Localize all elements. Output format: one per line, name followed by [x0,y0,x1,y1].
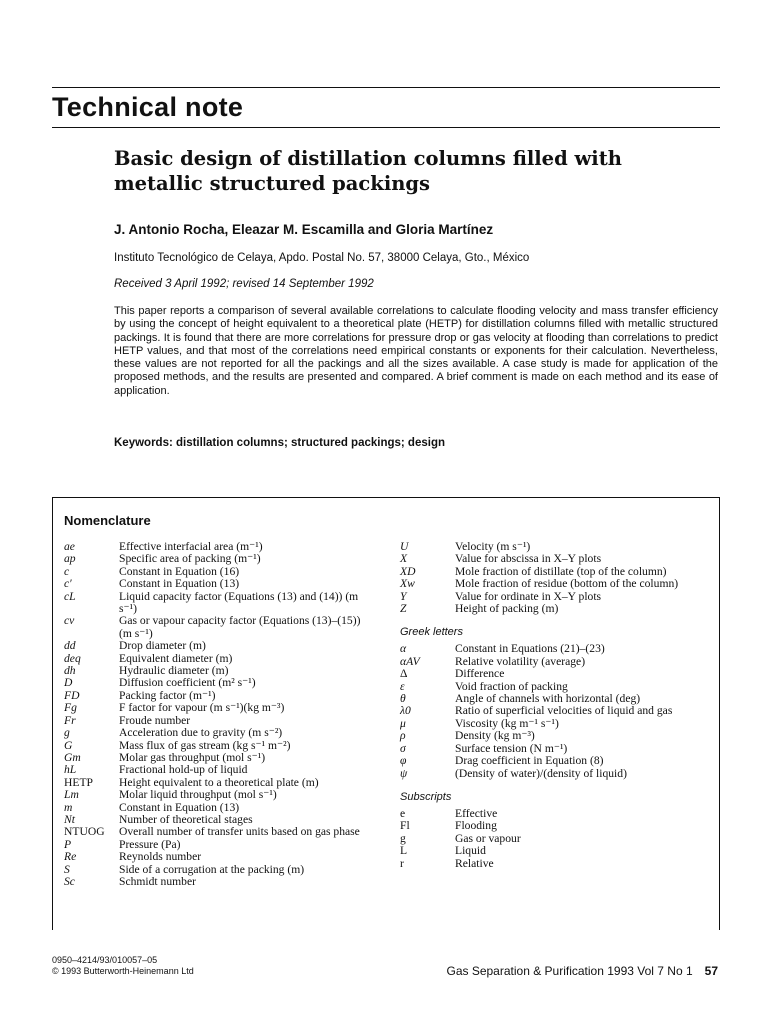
abstract: This paper reports a comparison of several available correlations to calculate flooding velocity and mass transfer efficiency by using the concept of height equivalent to a theoretical plate (HETP) for distillation columns filled with metallic structured packings. It is found that there are more correlations for pressure drop or gas velocity at flooding than correlations to predict HETP values, and that most of the correlations need empirical constants or exponents for their calculation. Nevertheless, these values are not reported for all the packings and all the sizes available. A case study is made for application of the proposed methods, and the results are presented and compared. A brief comment is made on each method and its ease of application. [114,305,718,397]
nomenclature-entry [64,789,374,801]
greek-letters-heading: Greek letters [400,626,463,639]
footer-publication-info [52,955,194,977]
nomenclature-symbol: Z [400,602,407,616]
nomenclature-definition: Hydraulic diameter (m) [119,664,229,678]
nomenclature-definition: Constant in Equation (13) [119,577,240,591]
nomenclature-symbol: G [64,738,73,752]
nomenclature-entry [64,876,374,888]
nomenclature-symbol: Fl [400,819,410,833]
nomenclature-symbol: α [400,642,407,656]
nomenclature-symbol: ap [64,552,76,566]
nomenclature-definition: Schmidt number [119,874,196,888]
nomenclature-entry [64,578,374,590]
nomenclature-symbol: dh [64,664,76,678]
nomenclature-symbol: λ0 [400,704,411,718]
subscripts-heading: Subscripts [400,790,452,803]
nomenclature-entry [64,591,374,616]
nomenclature-symbol: HETP [64,775,93,789]
nomenclature-definition: Value for ordinate in X–Y plots [455,589,602,603]
nomenclature-symbol: cv [64,614,75,628]
nomenclature-definition: Overall number of transfer units based on gas phase [119,825,360,839]
nomenclature-symbol: XD [400,564,416,578]
nomenclature-symbol: ε [400,679,405,693]
nomenclature-entry [400,718,710,730]
nomenclature-definition: Equivalent diameter (m) [119,651,233,665]
nomenclature-definition: Void fraction of packing [455,679,568,693]
nomenclature-definition: Constant in Equation (16) [119,564,240,578]
nomenclature-entry [64,839,374,851]
nomenclature-entry [400,755,710,767]
nomenclature-symbol: Xw [400,577,415,591]
nomenclature-definition: Ratio of superficial velocities of liquid and gas [455,704,673,718]
nomenclature-entry [400,668,710,680]
nomenclature-definition: Drag coefficient in Equation (8) [455,754,604,768]
nomenclature-definition: Pressure (Pa) [119,837,181,851]
nomenclature-entry [400,808,710,820]
nomenclature-definition: Packing factor (m⁻¹) [119,688,216,702]
nomenclature-definition: Value for abscissa in X–Y plots [455,552,602,566]
nomenclature-definition: Froude number [119,713,191,727]
top-rule [52,87,720,88]
nomenclature-entry [400,553,710,565]
nomenclature-entry [64,553,374,565]
section-rule [52,127,720,128]
nomenclature-definition: Flooding [455,819,497,833]
nomenclature-definition: Liquid [455,844,486,858]
nomenclature-symbol: θ [400,692,406,706]
nomenclature-definition: Relative [455,856,494,870]
nomenclature-symbol: cL [64,589,76,603]
nomenclature-symbol: c′ [64,577,72,591]
nomenclature-symbol: m [64,800,73,814]
nomenclature-definition: Molar liquid throughput (mol s⁻¹) [119,788,277,802]
nomenclature-symbol: αAV [400,654,420,668]
nomenclature-entry [64,864,374,876]
nomenclature-symbol: deq [64,651,81,665]
nomenclature-symbol: φ [400,754,407,768]
nomenclature-symbol: L [400,844,408,858]
nomenclature-entry [400,833,710,845]
nomenclature-symbol: ψ [400,766,408,780]
nomenclature-symbol: Gm [64,750,81,764]
nomenclature-right-column [400,541,710,870]
nomenclature-entry [64,851,374,863]
nomenclature-definition: Velocity (m s⁻¹) [455,540,531,553]
page-number: 57 [704,964,718,978]
nomenclature-symbol: g [400,831,406,845]
nomenclature-entry [64,640,374,652]
nomenclature-definition: Fractional hold-up of liquid [119,763,248,777]
nomenclature-symbol: P [64,837,72,851]
nomenclature-symbol: e [400,806,406,820]
nomenclature-symbol: Sc [64,874,75,888]
nomenclature-definition: Mass flux of gas stream (kg s⁻¹ m⁻²) [119,738,291,752]
nomenclature-definition: Mole fraction of distillate (top of the column) [455,564,667,578]
nomenclature-definition: F factor for vapour (m s⁻¹)(kg m⁻³) [119,701,285,715]
keywords: Keywords: distillation columns; structured packings; design [114,437,445,449]
nomenclature-definition: Liquid capacity factor (Equations (13) and (14)) (m s⁻¹) [119,589,359,616]
nomenclature-definition: Effective [455,806,498,820]
nomenclature-symbol: Fg [64,701,77,715]
nomenclature-entry [64,764,374,776]
nomenclature-entry [400,820,710,832]
nomenclature-symbol: ae [64,540,75,553]
nomenclature-entry [64,702,374,714]
nomenclature-symbol: c [64,564,70,578]
nomenclature-entry [400,656,710,668]
nomenclature-definition: Diffusion coefficient (m² s⁻¹) [119,676,256,690]
nomenclature-entry [64,826,374,838]
nomenclature-entry [64,615,374,640]
nomenclature-definition: Gas or vapour [455,831,521,845]
nomenclature-entry [400,578,710,590]
nomenclature-entry [64,727,374,739]
nomenclature-symbol: ρ [400,729,406,743]
affiliation: Instituto Tecnológico de Celaya, Apdo. Postal No. 57, 38000 Celaya, Gto., México [114,252,530,264]
issn-code: 0950–4214/93/010057–05 [52,955,158,965]
nomenclature-definition: Height of packing (m) [455,602,559,616]
nomenclature-symbol: dd [64,639,76,653]
nomenclature-entry [400,603,710,615]
nomenclature-entry [400,845,710,857]
nomenclature-symbol: Fr [64,713,76,727]
nomenclature-entry [400,730,710,742]
nomenclature-symbol: Δ [400,667,408,681]
nomenclature-left-column [64,541,374,888]
nomenclature-definition: Viscosity (kg m⁻¹ s⁻¹) [455,716,559,730]
received-dates: Received 3 April 1992; revised 14 September 1992 [114,278,374,290]
nomenclature-symbol: D [64,676,73,690]
nomenclature-definition: Difference [455,667,505,681]
nomenclature-definition: Mole fraction of residue (bottom of the column) [455,577,679,591]
nomenclature-entry [400,705,710,717]
nomenclature-entry [400,768,710,780]
nomenclature-symbol: Nt [64,812,75,826]
nomenclature-title: Nomenclature [64,513,151,528]
nomenclature-symbol: μ [400,716,406,730]
nomenclature-definition: Constant in Equation (13) [119,800,240,814]
nomenclature-definition: Side of a corrugation at the packing (m) [119,862,305,876]
article-title: Basic design of distillation columns filled with metallic structured packings [114,147,622,195]
nomenclature-definition: Specific area of packing (m⁻¹) [119,552,261,566]
footer-journal [446,964,718,978]
section-label: Technical note [52,92,244,122]
nomenclature-definition: Molar gas throughput (mol s⁻¹) [119,750,266,764]
nomenclature-definition: Drop diameter (m) [119,639,206,653]
nomenclature-definition: Surface tension (N m⁻¹) [455,741,568,755]
nomenclature-definition: Acceleration due to gravity (m s⁻²) [119,726,283,740]
journal-citation: Gas Separation & Purification 1993 Vol 7 No 1 [446,964,693,978]
nomenclature-entry [400,643,710,655]
nomenclature-entry [400,858,710,870]
nomenclature-definition: Density (kg m⁻³) [455,729,535,743]
nomenclature-definition: Reynolds number [119,850,202,864]
nomenclature-symbol: X [400,552,408,566]
nomenclature-definition: Height equivalent to a theoretical plate (m) [119,775,319,789]
nomenclature-definition: (Density of water)/(density of liquid) [455,766,627,780]
nomenclature-symbol: g [64,726,70,740]
nomenclature-symbol: FD [64,688,80,702]
nomenclature-symbol: r [400,856,404,870]
nomenclature-entry [64,677,374,689]
nomenclature-definition: Effective interfacial area (m⁻¹) [119,540,263,553]
nomenclature-symbol: NTUOG [64,825,105,839]
nomenclature-symbol: hL [64,763,77,777]
nomenclature-symbol: Re [64,850,77,864]
nomenclature-definition: Relative volatility (average) [455,654,586,668]
authors: J. Antonio Rocha, Eleazar M. Escamilla and Gloria Martínez [114,222,494,237]
nomenclature-symbol: Y [400,589,407,603]
nomenclature-symbol: Lm [64,788,79,802]
nomenclature-definition: Constant in Equations (21)–(23) [455,642,605,656]
copyright: © 1993 Butterworth-Heinemann Ltd [52,966,194,976]
nomenclature-definition: Number of theoretical stages [119,812,253,826]
nomenclature-symbol: S [64,862,70,876]
nomenclature-definition: Gas or vapour capacity factor (Equations (13)–(15)) (m s⁻¹) [119,614,361,640]
nomenclature-symbol: U [400,540,409,553]
nomenclature-symbol: σ [400,741,406,755]
nomenclature-definition: Angle of channels with horizontal (deg) [455,692,641,706]
